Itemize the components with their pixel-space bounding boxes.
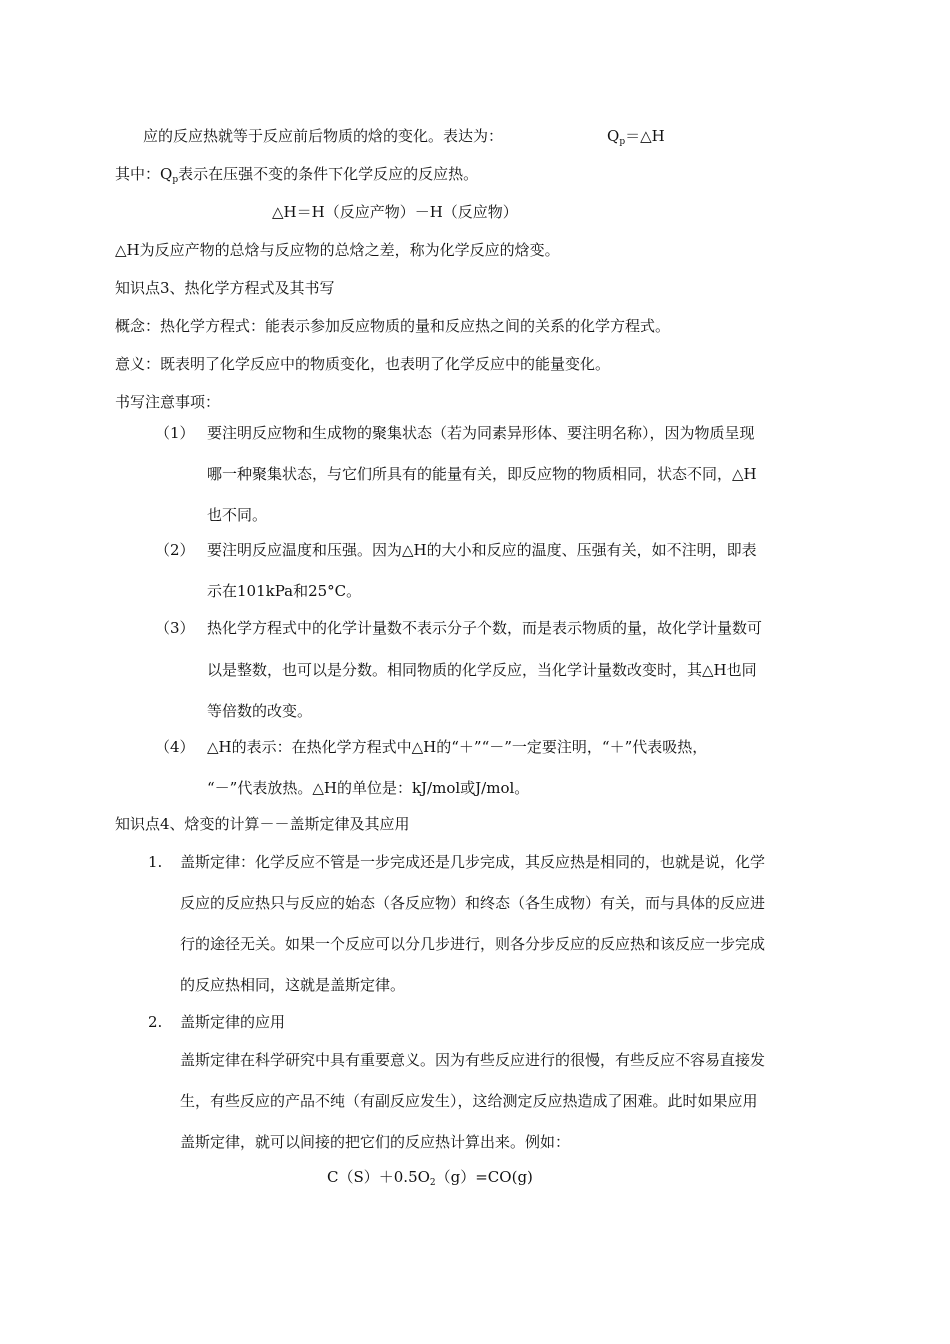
list-item-text: 等倍数的改变。 <box>207 702 313 720</box>
list-item-text: 反应的反应热只与反应的始态（各反应物）和终态（各生成物）有关，而与具体的反应进 <box>180 894 766 912</box>
text-line: 意义：既表明了化学反应中的物质变化，也表明了化学反应中的能量变化。 <box>115 355 611 373</box>
list-item-text: △H的表示：在热化学方程式中△H的“＋”“－”一定要注明，“＋”代表吸热， <box>207 738 708 756</box>
list-number: （4） <box>155 738 195 756</box>
formula-qp: $Q_p=\triangle H$ <box>607 127 665 147</box>
text-line: 书写注意事项： <box>115 393 221 411</box>
list-item-text: 示在101kPa和25°C。 <box>207 582 362 600</box>
text-line: △H为反应产物的总焓与反应物的总焓之差，称为化学反应的焓变。 <box>115 241 560 259</box>
section-heading: 知识点4、焓变的计算－－盖斯定律及其应用 <box>115 815 410 833</box>
list-number: （2） <box>155 541 195 559</box>
text-line <box>143 126 503 146</box>
list-item-text: 盖斯定律：化学反应不管是一步完成还是几步完成，其反应热是相同的，也就是说，化学 <box>180 853 766 871</box>
formula-delta-h: △H＝H（反应产物）－H（反应物） <box>272 203 518 221</box>
list-number: （1） <box>155 424 195 442</box>
list-item-text: 盖斯定律，就可以间接的把它们的反应热计算出来。例如： <box>180 1133 571 1151</box>
list-item-text: 盖斯定律在科学研究中具有重要意义。因为有些反应进行的很慢，有些反应不容易直接发 <box>180 1051 766 1069</box>
list-item-text: 以是整数，也可以是分数。相同物质的化学反应，当化学计量数改变时，其△H也同 <box>207 661 757 679</box>
list-number: 2. <box>148 1013 163 1031</box>
text-span: 应的反应热就等于反应前后物质的焓的变化。表达为： <box>143 127 504 145</box>
list-item-text: 也不同。 <box>207 506 268 524</box>
list-item-title: 盖斯定律的应用 <box>180 1013 286 1031</box>
section-heading: 知识点3、热化学方程式及其书写 <box>115 279 335 297</box>
list-item-text: “－”代表放热。△H的单位是：kJ/mol或J/mol。 <box>207 779 530 797</box>
list-item-text: 的反应热相同，这就是盖斯定律。 <box>180 976 406 994</box>
list-item-text: 热化学方程式中的化学计量数不表示分子个数，而是表示物质的量，故化学计量数可 <box>207 619 763 637</box>
list-item-text: 行的途径无关。如果一个反应可以分几步进行，则各分步反应的反应热和该反应一步完成 <box>180 935 766 953</box>
list-item-text: 生，有些反应的产品不纯（有副反应发生），这给测定反应热造成了困难。此时如果应用 <box>180 1092 758 1110</box>
list-number: （3） <box>155 619 195 637</box>
list-item-text: 要注明反应物和生成物的聚集状态（若为同素异形体、要注明名称），因为物质呈现 <box>207 424 755 442</box>
list-item-text: 哪一种聚集状态，与它们所具有的能量有关，即反应物的物质相同，状态不同，△H <box>207 465 757 483</box>
text-line: 其中：$Q_p$表示在压强不变的条件下化学反应的反应热。 <box>115 165 479 185</box>
list-item-text: 要注明反应温度和压强。因为△H的大小和反应的温度、压强有关，如不注明，即表 <box>207 541 757 559</box>
text-line: 概念：热化学方程式：能表示参加反应物质的量和反应热之间的关系的化学方程式。 <box>115 317 671 335</box>
formula-equation: $C(S)+0.5O_2(g)=CO(g)$ <box>327 1168 533 1188</box>
list-number: 1. <box>148 853 163 871</box>
